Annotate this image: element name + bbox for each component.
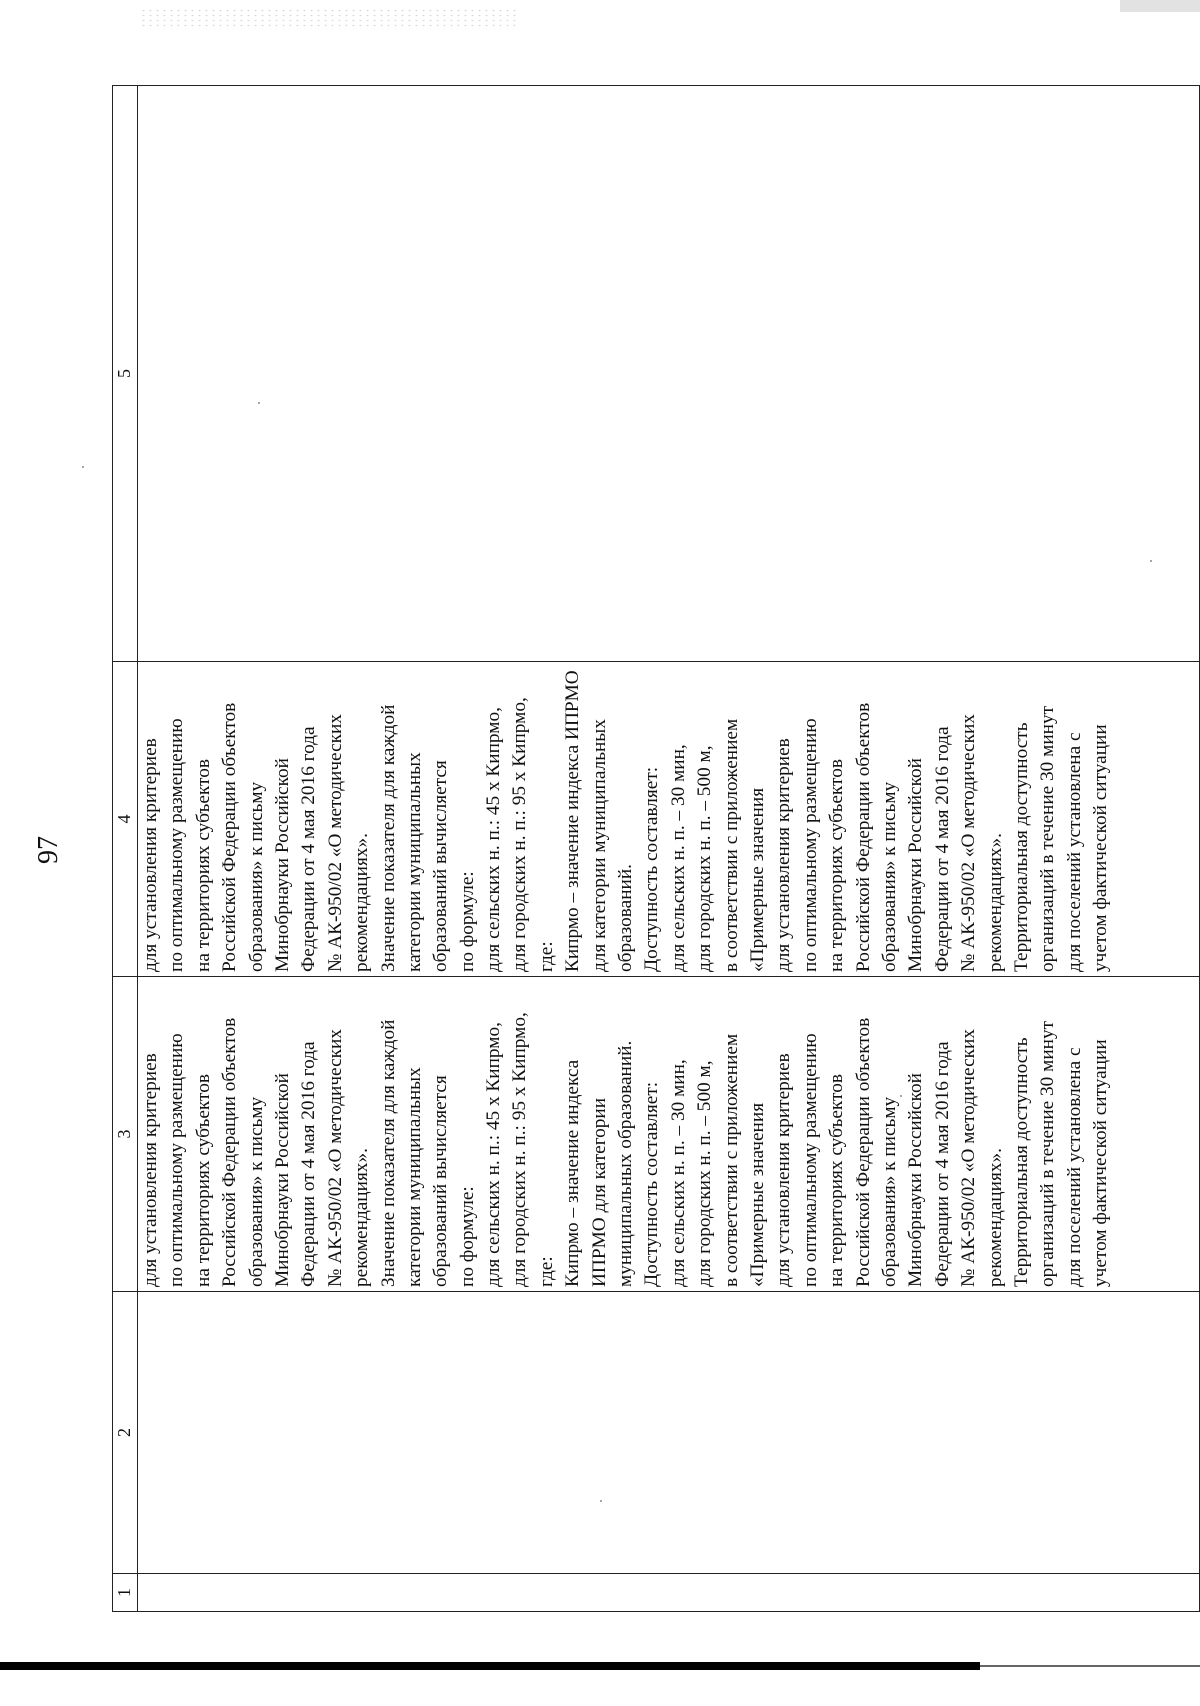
scan-bottom-edge-thin	[980, 1665, 1200, 1667]
text-line: для городских н. п.: 95 х Кипрмо,	[509, 697, 531, 972]
scan-speck	[258, 402, 260, 404]
cell-col-2	[138, 1292, 1200, 1574]
text-line: Территориальная доступность	[1010, 1037, 1032, 1287]
document-table	[112, 85, 1200, 1612]
text-line: где:	[535, 941, 557, 972]
text-line: Доступность составляет:	[641, 766, 663, 972]
text-line: по формуле:	[456, 1186, 478, 1287]
text-line: Кипрмо – значение индекса	[562, 1059, 584, 1287]
scan-noise-corner	[1120, 0, 1200, 12]
text-line: на территориях субъектов	[826, 1074, 848, 1287]
text-line: для сельских н. п. – 30 мин,	[667, 744, 689, 972]
scan-speck	[82, 466, 84, 468]
scan-speck	[600, 1500, 602, 1502]
text-line: Минобрнауки Российской	[271, 1073, 293, 1287]
text-line: Минобрнауки Российской	[905, 1073, 927, 1287]
column-header-1: 1	[113, 1574, 138, 1612]
text-line: для городских н. п.: 95 х Кипрмо,	[509, 1012, 531, 1287]
text-line: Территориальная доступность	[1010, 722, 1032, 972]
cell-col-1	[138, 1574, 1200, 1612]
scan-noise-top	[140, 8, 520, 30]
text-line: образований вычисляется	[430, 760, 452, 972]
text-line: Федерации от 4 мая 2016 года	[931, 726, 953, 972]
text-line: категории муниципальных	[403, 1067, 425, 1287]
text-line: образований.	[615, 864, 637, 972]
column-header-4: 4	[113, 662, 138, 977]
text-line: образования» к письму	[245, 781, 267, 972]
text-line: по формуле:	[456, 871, 478, 972]
text-line: ИПРМО для категории	[588, 1097, 610, 1287]
text-line: № АК-950/02 «О методических	[324, 1029, 346, 1287]
text-line: Федерации от 4 мая 2016 года	[298, 726, 320, 972]
text-line: на территориях субъектов	[826, 759, 848, 972]
text-line: рекомендациях».	[351, 1148, 373, 1287]
column-header-5: 5	[113, 86, 138, 662]
col4-text	[138, 666, 1114, 972]
text-line: для установления критериев	[773, 1053, 795, 1287]
text-line: в соответствии с приложением	[720, 718, 742, 972]
text-line: для установления критериев	[773, 738, 795, 972]
cell-col-5	[138, 86, 1200, 662]
text-line: организаций в течение 30 минут	[1037, 1020, 1059, 1287]
text-line: образования» к письму	[878, 1096, 900, 1287]
text-line: № АК-950/02 «О методических	[958, 1029, 980, 1287]
text-line: для городских н. п. – 500 м,	[694, 745, 716, 972]
text-line: где:	[535, 1256, 557, 1287]
text-line: категории муниципальных	[403, 752, 425, 972]
scan-speck	[1150, 560, 1152, 562]
cell-col-3	[138, 977, 1200, 1292]
text-line: организаций в течение 30 минут	[1037, 705, 1059, 972]
text-line: Минобрнауки Российской	[271, 758, 293, 972]
text-line: для поселений установлена с	[1063, 732, 1085, 972]
text-line: по оптимальному размещению	[799, 718, 821, 972]
text-line: для установления критериев	[140, 1053, 161, 1287]
text-line: для установления критериев	[140, 738, 161, 972]
page-number: 97	[33, 836, 64, 864]
text-line: Российской Федерации объектов	[219, 1017, 241, 1287]
text-line: муниципальных образований.	[615, 1040, 637, 1287]
text-line: для поселений установлена с	[1063, 1047, 1085, 1287]
text-line: учетом фактической ситуации	[1090, 1039, 1112, 1287]
text-line: по оптимальному размещению	[166, 1033, 188, 1287]
text-line: для сельских н. п. – 30 мин,	[667, 1059, 689, 1287]
column-header-2: 2	[113, 1292, 138, 1574]
text-line: на территориях субъектов	[192, 759, 214, 972]
text-line: для сельских н. п.: 45 х Кипрмо,	[483, 1022, 505, 1287]
scan-bottom-edge	[0, 1662, 980, 1670]
text-line: по оптимальному размещению	[799, 1033, 821, 1287]
text-line: для категории муниципальных	[588, 719, 610, 972]
text-line: Значение показателя для каждой	[377, 1019, 399, 1287]
text-line: образований вычисляется	[430, 1075, 452, 1287]
text-line: образования» к письму	[878, 781, 900, 972]
rotated-page	[33, 86, 1197, 1612]
text-line: Доступность составляет:	[641, 1081, 663, 1287]
text-line: образования» к письму	[245, 1096, 267, 1287]
text-line: на территориях субъектов	[192, 1074, 214, 1287]
text-line: № АК-950/02 «О методических	[324, 714, 346, 972]
text-line: по оптимальному размещению	[166, 718, 188, 972]
text-line: Федерации от 4 мая 2016 года	[298, 1041, 320, 1287]
text-line: Федерации от 4 мая 2016 года	[931, 1041, 953, 1287]
text-line: Российской Федерации объектов	[852, 1017, 874, 1287]
text-line: Российской Федерации объектов	[219, 702, 241, 972]
table-row	[138, 86, 1200, 1612]
text-line: учетом фактической ситуации	[1090, 724, 1112, 972]
text-line: «Примерные значения	[746, 787, 768, 972]
text-line: рекомендациях».	[984, 833, 1006, 972]
column-header-3: 3	[113, 977, 138, 1292]
text-line: рекомендациях».	[984, 1148, 1006, 1287]
text-line: Значение показателя для каждой	[377, 704, 399, 972]
table-header-row	[113, 86, 138, 1612]
text-line: рекомендациях».	[351, 833, 373, 972]
cell-col-4	[138, 662, 1200, 977]
text-line: Минобрнауки Российской	[905, 758, 927, 972]
scan-speck	[900, 1095, 902, 1097]
text-line: для городских н. п. – 500 м,	[694, 1060, 716, 1287]
text-line: Кипрмо – значение индекса ИПРМО	[562, 670, 584, 972]
text-line: Российской Федерации объектов	[852, 702, 874, 972]
text-line: для сельских н. п.: 45 х Кипрмо,	[483, 707, 505, 972]
text-line: № АК-950/02 «О методических	[958, 714, 980, 972]
col3-text	[138, 981, 1114, 1287]
text-line: в соответствии с приложением	[720, 1033, 742, 1287]
text-line: «Примерные значения	[746, 1102, 768, 1287]
